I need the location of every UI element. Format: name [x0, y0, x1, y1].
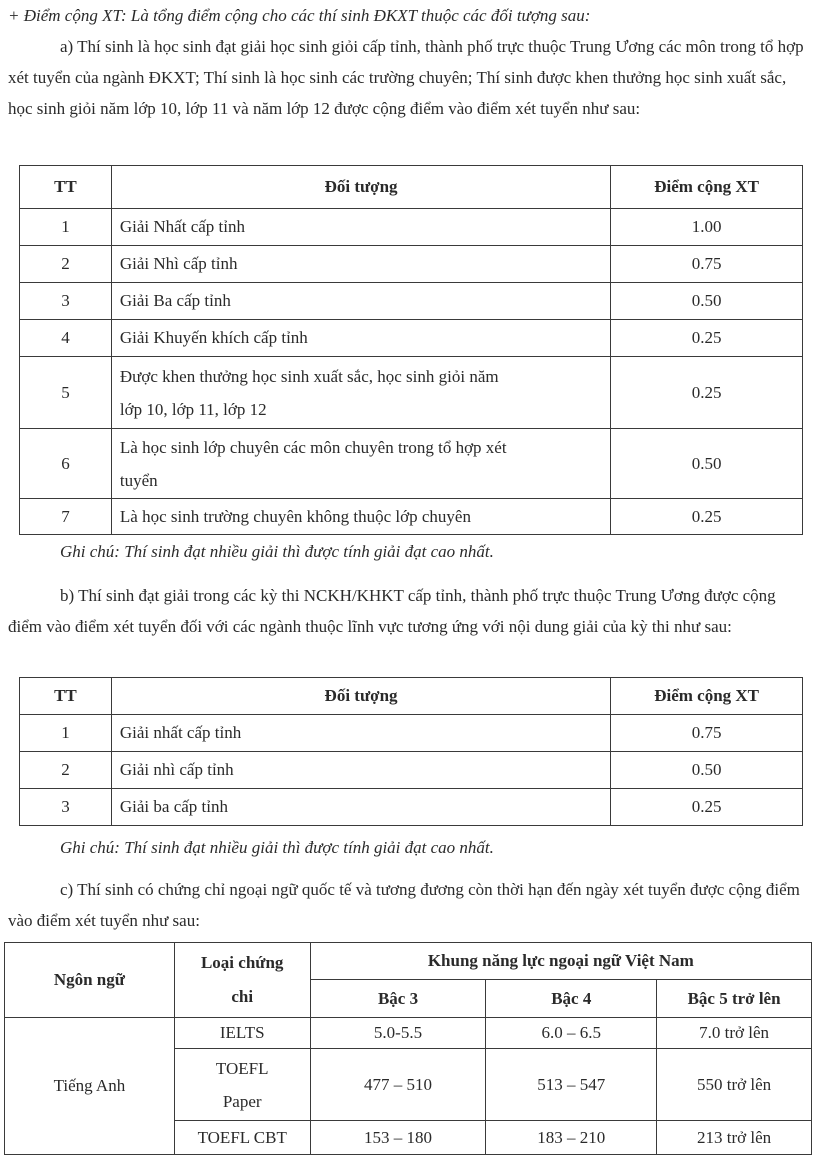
cell-label: Giải Khuyến khích cấp tỉnh — [111, 320, 610, 357]
cell-cert-line1: TOEFL — [215, 1058, 269, 1078]
cell-bac-4: 513 – 547 — [486, 1049, 657, 1121]
cell-label: Giải nhì cấp tỉnh — [111, 752, 610, 789]
table-row — [20, 357, 803, 429]
cell-tt: 1 — [20, 715, 112, 752]
table-row — [20, 499, 803, 535]
cell-tt: 3 — [20, 283, 112, 320]
header-loai-chung-chi — [174, 943, 310, 1018]
cell-bac-5: 550 trở lên — [657, 1049, 812, 1121]
cell-label: Là học sinh trường chuyên không thuộc lớp chuyên — [111, 499, 610, 535]
header-doi-tuong: Đối tượng — [111, 678, 610, 715]
table-header-row — [20, 166, 803, 209]
note-2: Ghi chú: Thí sinh đạt nhiều giải thì được tính giải đạt cao nhất. — [60, 838, 494, 857]
cell-label: Giải nhất cấp tỉnh — [111, 715, 610, 752]
cell-bac-4: 6.0 – 6.5 — [486, 1018, 657, 1049]
cell-label: Giải Nhất cấp tỉnh — [111, 209, 610, 246]
table-research-awards — [19, 677, 803, 826]
header-cert-line1: Loại chứng — [200, 953, 284, 972]
header-bac-4: Bậc 4 — [486, 980, 657, 1018]
header-doi-tuong: Đối tượng — [111, 166, 610, 209]
cell-tt: 6 — [20, 429, 112, 499]
cell-tt: 2 — [20, 752, 112, 789]
cell-label-line1: Được khen thưởng học sinh xuất sắc, học sinh giỏi năm — [119, 366, 499, 386]
cell-tt: 5 — [20, 357, 112, 429]
header-diem-cong: Điểm cộng XT — [611, 166, 803, 209]
table-language-certificates — [4, 942, 812, 1155]
cell-tt: 2 — [20, 246, 112, 283]
header-tt: TT — [20, 678, 112, 715]
cell-label-line2: lớp 10, lớp 11, lớp 12 — [119, 399, 267, 419]
cell-label — [111, 429, 610, 499]
cell-points: 0.50 — [611, 752, 803, 789]
header-framework: Khung năng lực ngoại ngữ Việt Nam — [310, 943, 811, 980]
section-c-text: c) Thí sinh có chứng chỉ ngoại ngữ quốc tế và tương đương còn thời hạn đến ngày xét tuyển được cộng điểm vào điểm xét tuyển như sau: — [8, 880, 800, 930]
cell-tt: 1 — [20, 209, 112, 246]
section-b-text: b) Thí sinh đạt giải trong các kỳ thi NCKH/KHKT cấp tỉnh, thành phố trực thuộc Trung Ương được cộng điểm vào điểm xét tuyển đối với các ngành thuộc lĩnh vực tương ứng với nội dung giải của kỳ thi như sau: — [8, 586, 776, 636]
header-tt: TT — [20, 166, 112, 209]
table-row — [20, 752, 803, 789]
table-row — [20, 209, 803, 246]
table-header-row — [5, 943, 812, 980]
cell-label: Giải Ba cấp tỉnh — [111, 283, 610, 320]
cell-cert-line2: Paper — [222, 1091, 262, 1111]
table-provincial-awards — [19, 165, 803, 535]
cell-tt: 4 — [20, 320, 112, 357]
cell-bac-5: 213 trở lên — [657, 1121, 812, 1155]
cell-points: 0.75 — [611, 246, 803, 283]
cell-bac-5: 7.0 trở lên — [657, 1018, 812, 1049]
cell-label — [111, 357, 610, 429]
cell-bac-3: 153 – 180 — [310, 1121, 486, 1155]
cell-label-line2: tuyển — [119, 470, 158, 490]
table-row — [5, 1018, 812, 1049]
cell-points: 0.50 — [611, 283, 803, 320]
cell-label-line1: Là học sinh lớp chuyên các môn chuyên trong tổ hợp xét — [119, 437, 507, 457]
cell-language: Tiếng Anh — [5, 1018, 175, 1155]
table-row — [20, 320, 803, 357]
cell-bac-3: 477 – 510 — [310, 1049, 486, 1121]
cell-points: 0.25 — [611, 320, 803, 357]
header-ngon-ngu: Ngôn ngữ — [5, 943, 175, 1018]
cell-cert: TOEFL CBT — [174, 1121, 310, 1155]
table-row — [20, 789, 803, 826]
cell-points: 0.25 — [611, 357, 803, 429]
table-header-row — [20, 678, 803, 715]
cell-cert — [174, 1049, 310, 1121]
cell-points: 0.25 — [611, 499, 803, 535]
header-cert-line2: chi — [231, 987, 254, 1006]
section-a-text: a) Thí sinh là học sinh đạt giải học sinh giỏi cấp tỉnh, thành phố trực thuộc Trung Ương các môn trong tổ hợp xét tuyển của ngành ĐKXT; Thí sinh là học sinh các trường chuyên; Thí sinh được khen thưởng học sinh xuất sắc, học sinh giỏi năm lớp 10, lớp 11 và năm lớp 12 được cộng điểm vào điểm xét tuyển như sau: — [8, 37, 804, 118]
cell-points: 1.00 — [611, 209, 803, 246]
note-1: Ghi chú: Thí sinh đạt nhiều giải thì được tính giải đạt cao nhất. — [60, 542, 494, 561]
header-diem-cong: Điểm cộng XT — [611, 678, 803, 715]
table-row — [20, 246, 803, 283]
header-bac-3: Bậc 3 — [310, 980, 486, 1018]
cell-bac-3: 5.0-5.5 — [310, 1018, 486, 1049]
cell-cert: IELTS — [174, 1018, 310, 1049]
table-row — [20, 283, 803, 320]
cell-points: 0.75 — [611, 715, 803, 752]
header-bac-5: Bậc 5 trở lên — [657, 980, 812, 1018]
cell-points: 0.25 — [611, 789, 803, 826]
cell-label: Giải Nhì cấp tỉnh — [111, 246, 610, 283]
cell-points: 0.50 — [611, 429, 803, 499]
cell-bac-4: 183 – 210 — [486, 1121, 657, 1155]
cell-label: Giải ba cấp tỉnh — [111, 789, 610, 826]
bonus-heading: + Điểm cộng XT: Là tổng điểm cộng cho các thí sinh ĐKXT thuộc các đối tượng sau: — [8, 6, 591, 25]
cell-tt: 7 — [20, 499, 112, 535]
table-row — [20, 715, 803, 752]
table-row — [20, 429, 803, 499]
cell-tt: 3 — [20, 789, 112, 826]
